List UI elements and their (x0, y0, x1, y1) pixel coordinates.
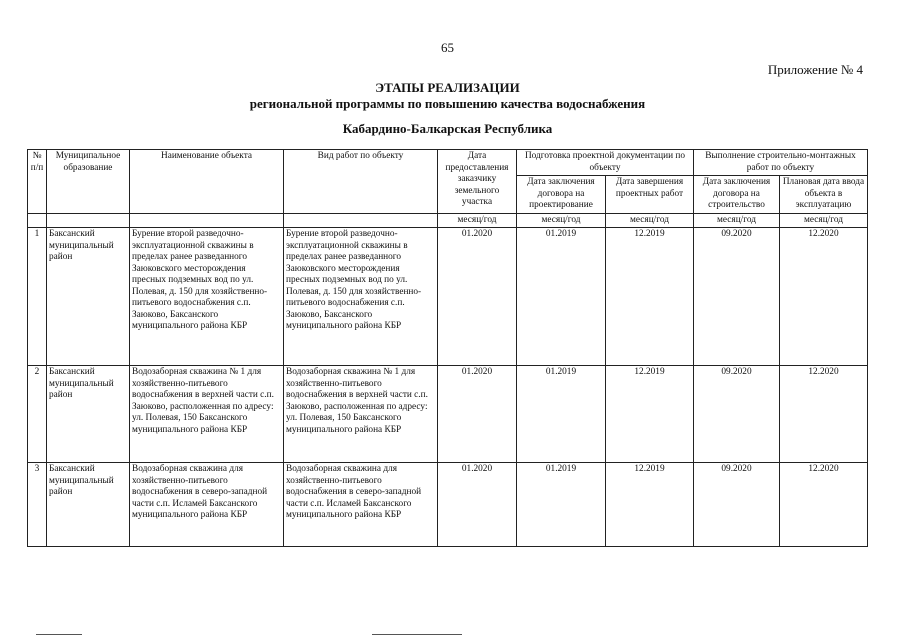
row-commission-date: 12.2020 (780, 463, 868, 547)
row-work-type: Водозаборная скважина для хозяйственно-питьевого водоснабжения в северо-западной части с.п. Исламей Баксанского муниципального района КБР (284, 463, 438, 547)
header-design-group: Подготовка проектной документации по объекту (517, 150, 694, 176)
row-commission-date: 12.2020 (780, 366, 868, 463)
header-municipality: Муниципальное образование (47, 150, 130, 214)
row-land-date: 01.2020 (438, 366, 517, 463)
header-construction-contract: Дата заключения договора на строительство (694, 176, 780, 214)
header-work-type: Вид работ по объекту (284, 150, 438, 214)
appendix-label: Приложение № 4 (767, 62, 863, 77)
header-construction-group: Выполнение строительно-монтажных работ по объекту (694, 150, 868, 176)
stages-table (27, 149, 868, 547)
header-land-date: Дата предоставления заказчику земельного участка (438, 150, 517, 214)
row-commission-date: 12.2020 (780, 228, 868, 366)
row-land-date: 01.2020 (438, 228, 517, 366)
document-title: ЭТАПЫ РЕАЛИЗАЦИИ (375, 80, 520, 95)
scan-mark-left (36, 634, 82, 635)
row-construction-contract: 09.2020 (694, 366, 780, 463)
header-object-name: Наименование объекта (130, 150, 284, 214)
header-commission-date: Плановая дата ввода объекта в эксплуатацию (780, 176, 868, 214)
row-design-end: 12.2019 (606, 228, 694, 366)
table-row (28, 463, 868, 547)
row-design-end: 12.2019 (606, 463, 694, 547)
row-work-type: Бурение второй разведочно-эксплуатационной скважины в пределах ранее разведанного Заюковского месторождения пресных подземных вод по ул. Полевая, д. 150 для хозяйственно-питьевого водоснабжения с.п. Заюково, Баксанского муниципального района КБР (284, 228, 438, 366)
row-num: 2 (28, 366, 47, 463)
header-design-contract: Дата заключения договора на проектирование (517, 176, 606, 214)
row-object-name: Бурение второй разведочно-эксплуатационной скважины в пределах ранее разведанного Заюковского месторождения пресных подземных вод по ул. Полевая, д. 150 для хозяйственно-питьевого водоснабжения с.п. Заюково, Баксанского муниципального района КБР (130, 228, 284, 366)
unit-cell: месяц/год (438, 213, 517, 228)
row-object-name: Водозаборная скважина № 1 для хозяйственно-питьевого водоснабжения в верхней части с.п. Заюково, расположенная по адресу: ул. Полевая, 150 Баксанского муниципального района КБР (130, 366, 284, 463)
row-num: 3 (28, 463, 47, 547)
table-row (28, 228, 868, 366)
row-municipality: Баксанский муниципальный район (47, 463, 130, 547)
row-work-type: Водозаборная скважина № 1 для хозяйственно-питьевого водоснабжения в верхней части с.п. Заюково, расположенная по адресу: ул. Полевая, 150 Баксанского муниципального района КБР (284, 366, 438, 463)
unit-cell: месяц/год (780, 213, 868, 228)
row-construction-contract: 09.2020 (694, 228, 780, 366)
row-construction-contract: 09.2020 (694, 463, 780, 547)
row-design-contract: 01.2019 (517, 228, 606, 366)
header-num: № п/п (28, 150, 47, 214)
page-number: 65 (441, 40, 454, 55)
header-row-1 (28, 150, 868, 176)
scan-mark-center (372, 634, 462, 635)
row-design-end: 12.2019 (606, 366, 694, 463)
unit-cell: месяц/год (517, 213, 606, 228)
document-subtitle: региональной программы по повышению качества водоснабжения (249, 96, 646, 111)
row-land-date: 01.2020 (438, 463, 517, 547)
region-title: Кабардино-Балкарская Республика (342, 121, 553, 136)
table-row (28, 366, 868, 463)
row-design-contract: 01.2019 (517, 366, 606, 463)
row-num: 1 (28, 228, 47, 366)
row-design-contract: 01.2019 (517, 463, 606, 547)
unit-cell: месяц/год (606, 213, 694, 228)
units-row (28, 213, 868, 228)
header-design-end: Дата завершения проектных работ (606, 176, 694, 214)
row-municipality: Баксанский муниципальный район (47, 228, 130, 366)
row-municipality: Баксанский муниципальный район (47, 366, 130, 463)
row-object-name: Водозаборная скважина для хозяйственно-питьевого водоснабжения в северо-западной части с.п. Исламей Баксанского муниципального района КБР (130, 463, 284, 547)
unit-cell: месяц/год (694, 213, 780, 228)
